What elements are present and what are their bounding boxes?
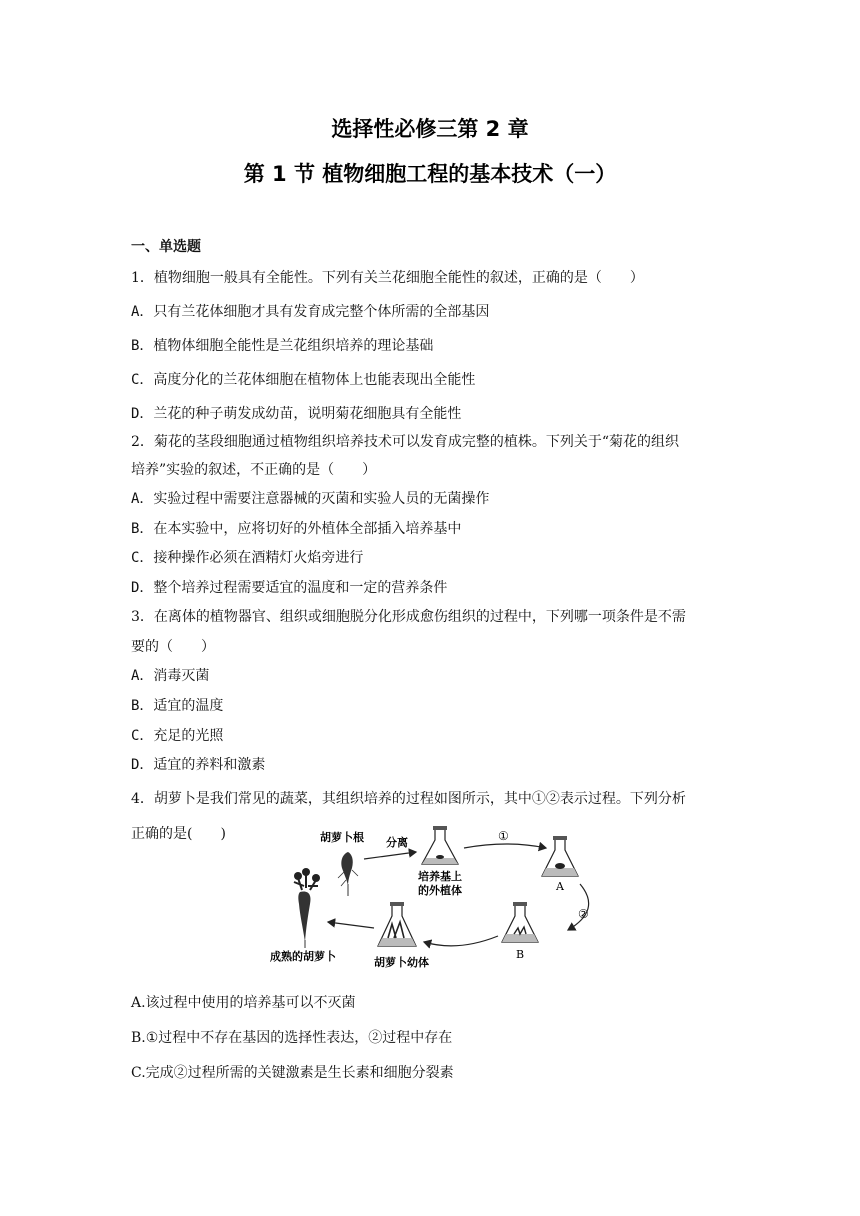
arrow-step-1: [464, 844, 546, 848]
question-1-option-d: D．兰花的种子萌发成幼苗，说明菊花细胞具有全能性: [131, 406, 462, 422]
question-3-option-a: A．消毒灭菌: [131, 668, 210, 684]
flask-a-icon: [542, 836, 578, 876]
section-heading: 一、单选题: [131, 239, 201, 255]
question-3-option-d: D．适宜的养料和激素: [131, 757, 266, 773]
arrow-to-seedling: [424, 936, 498, 946]
label-step-1: ①: [498, 829, 509, 843]
question-1-stem: 1．植物细胞一般具有全能性。下列有关兰花细胞全能性的叙述，正确的是（ ）: [131, 270, 644, 286]
tissue-culture-svg: [268, 824, 604, 972]
question-2-stem-line-2: 培养”实验的叙述，不正确的是（ ）: [131, 462, 377, 478]
flask-explant-icon: [422, 826, 458, 864]
question-2-stem-line-1: 2．菊花的茎段细胞通过植物组织培养技术可以发育成完整的植株。下列关于“菊花的组织: [131, 434, 680, 450]
question-3-option-b: B．适宜的温度: [131, 698, 224, 714]
label-step-2: ②: [578, 907, 589, 921]
label-separate: 分离: [386, 836, 408, 849]
tissue-culture-diagram: [268, 824, 604, 972]
mature-carrot-icon: [294, 868, 320, 948]
label-root: 胡萝卜根: [320, 831, 364, 844]
label-b: B: [516, 948, 525, 961]
question-2-option-d: D．整个培养过程需要适宜的温度和一定的营养条件: [131, 580, 448, 596]
question-4-stem-line-1: 4．胡萝卜是我们常见的蔬菜，其组织培养的过程如图所示，其中①②表示过程。下列分析: [131, 791, 686, 807]
page-title: 选择性必修三第 2 章: [331, 117, 529, 141]
arrow-to-mature: [328, 922, 374, 928]
label-seedling: 胡萝卜幼体: [374, 956, 429, 969]
label-explant-line-2: 的外植体: [418, 884, 462, 897]
flask-b-icon: [502, 902, 538, 942]
question-4-option-b: B.①过程中不存在基因的选择性表达，②过程中存在: [131, 1030, 453, 1046]
question-2-option-c: C．接种操作必须在酒精灯火焰旁进行: [131, 550, 364, 566]
arrow-separate: [364, 852, 416, 859]
label-mature: 成熟的胡萝卜: [270, 950, 336, 963]
label-a: A: [556, 880, 564, 893]
question-1-option-c: C．高度分化的兰花体细胞在植物体上也能表现出全能性: [131, 372, 476, 388]
question-2-option-a: A．实验过程中需要注意器械的灭菌和实验人员的无菌操作: [131, 491, 490, 507]
question-3-stem-line-1: 3．在离体的植物器官、组织或细胞脱分化形成愈伤组织的过程中，下列哪一项条件是不需: [131, 609, 686, 625]
carrot-root-icon: [338, 852, 358, 896]
flask-seedling-icon: [378, 902, 416, 946]
question-1-option-a: A．只有兰花体细胞才具有发育成完整个体所需的全部基因: [131, 304, 490, 320]
question-4-option-a: A.该过程中使用的培养基可以不灭菌: [131, 995, 356, 1011]
question-4-stem-line-2: 正确的是( ): [131, 826, 226, 842]
question-4-option-c: C.完成②过程所需的关键激素是生长素和细胞分裂素: [131, 1065, 454, 1081]
question-3-option-c: C．充足的光照: [131, 728, 224, 744]
label-explant-line-1: 培养基上: [418, 870, 462, 883]
question-1-option-b: B．植物体细胞全能性是兰花组织培养的理论基础: [131, 338, 434, 354]
page-subtitle: 第 1 节 植物细胞工程的基本技术（一）: [243, 162, 617, 186]
question-2-option-b: B．在本实验中，应将切好的外植体全部插入培养基中: [131, 521, 462, 537]
question-3-stem-line-2: 要的（ ）: [131, 639, 215, 655]
